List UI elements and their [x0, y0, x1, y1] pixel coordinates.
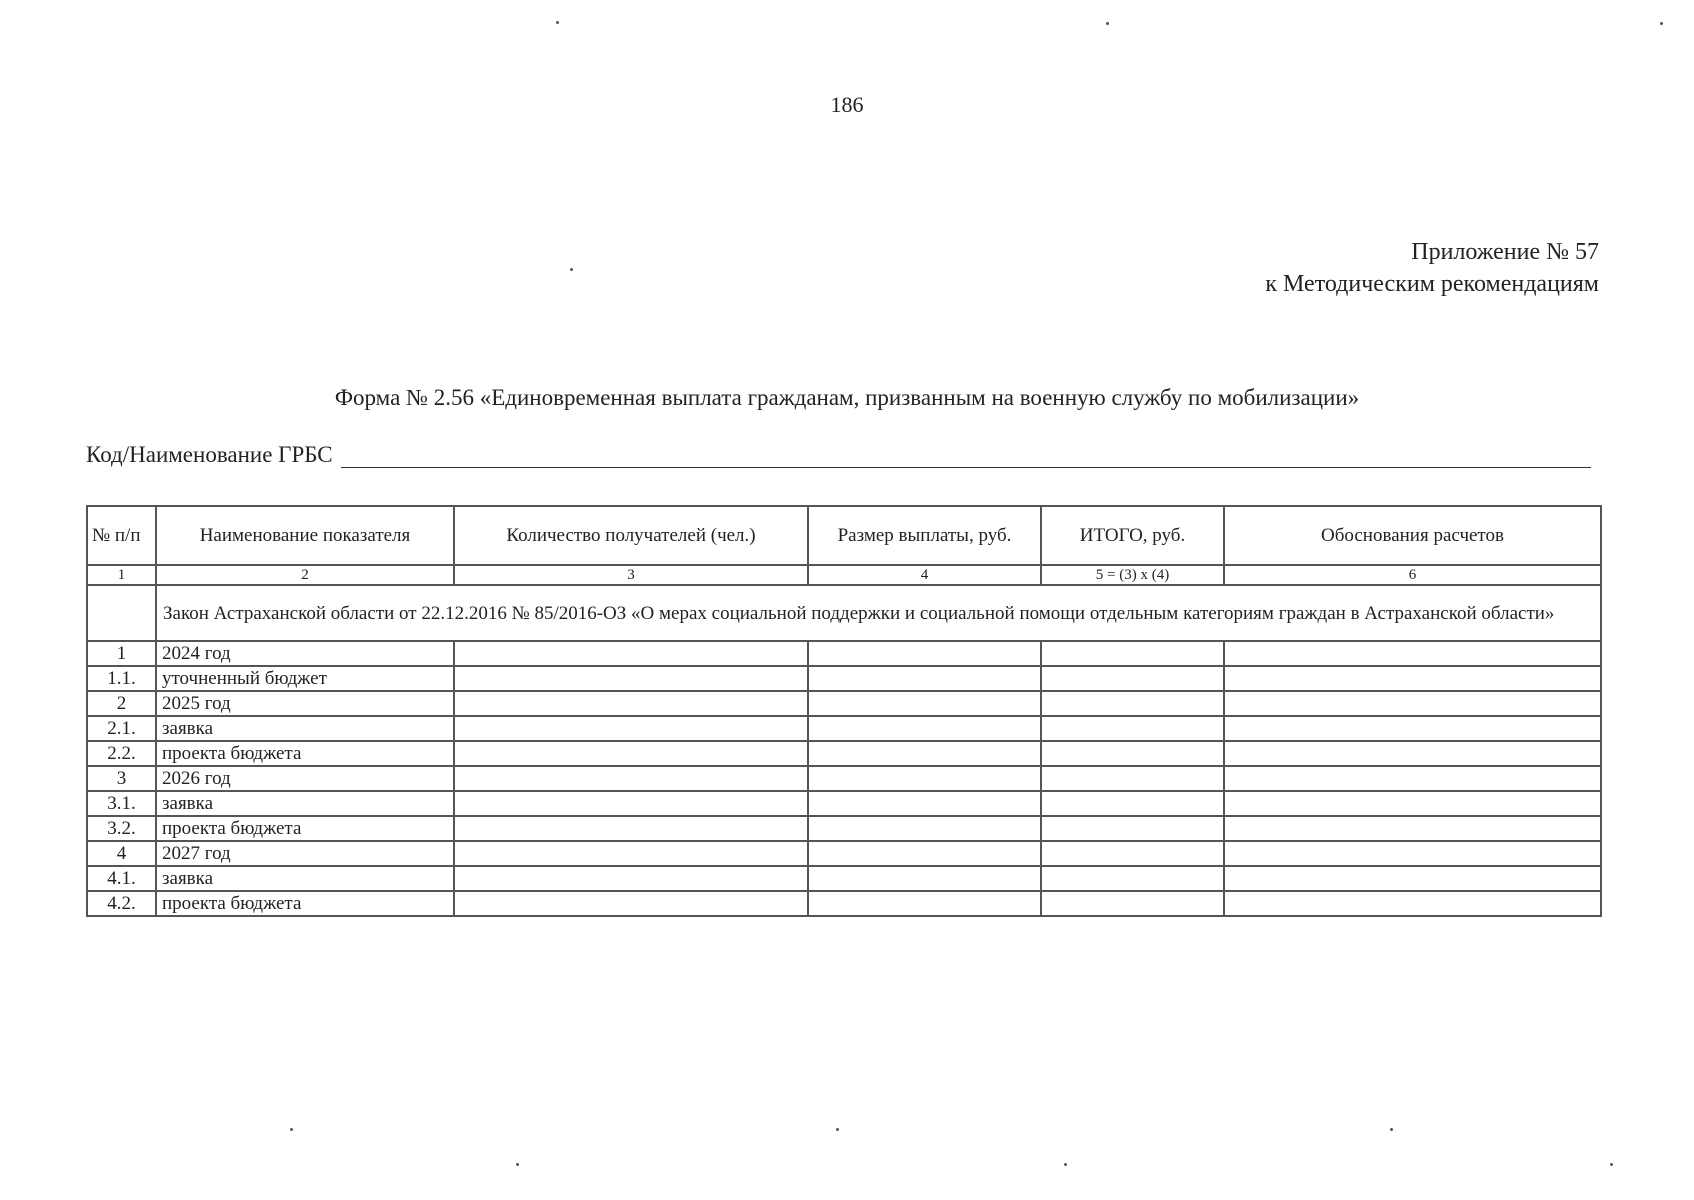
law-row	[87, 585, 1601, 641]
table-row	[87, 716, 1601, 741]
recipients-cell[interactable]	[454, 741, 808, 766]
scan-speck	[556, 21, 559, 24]
total-cell[interactable]	[1041, 716, 1224, 741]
total-cell[interactable]	[1041, 666, 1224, 691]
amount-cell[interactable]	[808, 716, 1041, 741]
scan-speck	[1660, 22, 1663, 25]
column-number: 4	[808, 565, 1041, 585]
justification-cell[interactable]	[1224, 891, 1601, 916]
row-number: 1	[87, 641, 156, 666]
column-number: 3	[454, 565, 808, 585]
form-table	[86, 505, 1602, 917]
appendix-subtitle: к Методическим рекомендациям	[1265, 271, 1599, 297]
row-number: 4	[87, 841, 156, 866]
amount-cell[interactable]	[808, 666, 1041, 691]
grbs-input-line	[341, 447, 1591, 468]
header-indicator-name: Наименование показателя	[156, 506, 454, 565]
amount-cell[interactable]	[808, 841, 1041, 866]
recipients-cell[interactable]	[454, 816, 808, 841]
row-number: 3.1.	[87, 791, 156, 816]
appendix-reference	[1265, 236, 1599, 300]
total-cell[interactable]	[1041, 791, 1224, 816]
justification-cell[interactable]	[1224, 841, 1601, 866]
recipients-cell[interactable]	[454, 866, 808, 891]
row-name: 2025 год	[156, 691, 454, 716]
justification-cell[interactable]	[1224, 691, 1601, 716]
recipients-cell[interactable]	[454, 641, 808, 666]
amount-cell[interactable]	[808, 766, 1041, 791]
total-cell[interactable]	[1041, 766, 1224, 791]
scan-speck	[836, 1128, 839, 1131]
appendix-number: Приложение № 57	[1411, 239, 1599, 265]
row-number: 1.1.	[87, 666, 156, 691]
table-row	[87, 816, 1601, 841]
total-cell[interactable]	[1041, 891, 1224, 916]
row-number: 2.1.	[87, 716, 156, 741]
row-name: 2026 год	[156, 766, 454, 791]
table-row	[87, 691, 1601, 716]
scan-speck	[290, 1128, 293, 1131]
grbs-field	[86, 442, 1591, 468]
row-number: 4.2.	[87, 891, 156, 916]
row-name: проекта бюджета	[156, 741, 454, 766]
scan-speck	[1610, 1163, 1613, 1166]
column-number: 6	[1224, 565, 1601, 585]
table-header-row	[87, 506, 1601, 565]
scan-speck	[1064, 1163, 1067, 1166]
row-name: уточненный бюджет	[156, 666, 454, 691]
justification-cell[interactable]	[1224, 741, 1601, 766]
justification-cell[interactable]	[1224, 716, 1601, 741]
amount-cell[interactable]	[808, 691, 1041, 716]
page-number: 186	[830, 92, 864, 117]
table-row	[87, 791, 1601, 816]
row-name: заявка	[156, 866, 454, 891]
law-row-number-cell	[87, 585, 156, 641]
total-cell[interactable]	[1041, 816, 1224, 841]
scan-speck	[570, 268, 573, 271]
row-name: 2024 год	[156, 641, 454, 666]
table-row	[87, 891, 1601, 916]
amount-cell[interactable]	[808, 891, 1041, 916]
column-number: 1	[87, 565, 156, 585]
table-row	[87, 841, 1601, 866]
justification-cell[interactable]	[1224, 816, 1601, 841]
justification-cell[interactable]	[1224, 766, 1601, 791]
recipients-cell[interactable]	[454, 691, 808, 716]
row-number: 4.1.	[87, 866, 156, 891]
amount-cell[interactable]	[808, 741, 1041, 766]
recipients-cell[interactable]	[454, 841, 808, 866]
table-row	[87, 641, 1601, 666]
amount-cell[interactable]	[808, 641, 1041, 666]
header-total: ИТОГО, руб.	[1041, 506, 1224, 565]
grbs-label: Код/Наименование ГРБС	[86, 442, 333, 467]
total-cell[interactable]	[1041, 841, 1224, 866]
table-row	[87, 766, 1601, 791]
header-recipients-count: Количество получателей (чел.)	[454, 506, 808, 565]
column-number-row	[87, 565, 1601, 585]
row-name: 2027 год	[156, 841, 454, 866]
table-row	[87, 666, 1601, 691]
column-number: 5 = (3) х (4)	[1041, 565, 1224, 585]
total-cell[interactable]	[1041, 691, 1224, 716]
justification-cell[interactable]	[1224, 666, 1601, 691]
row-number: 2.2.	[87, 741, 156, 766]
row-name: проекта бюджета	[156, 891, 454, 916]
amount-cell[interactable]	[808, 816, 1041, 841]
amount-cell[interactable]	[808, 866, 1041, 891]
row-number: 3	[87, 766, 156, 791]
recipients-cell[interactable]	[454, 666, 808, 691]
justification-cell[interactable]	[1224, 641, 1601, 666]
justification-cell[interactable]	[1224, 866, 1601, 891]
recipients-cell[interactable]	[454, 791, 808, 816]
scan-speck	[1390, 1128, 1393, 1131]
row-name: проекта бюджета	[156, 816, 454, 841]
justification-cell[interactable]	[1224, 791, 1601, 816]
row-number: 3.2.	[87, 816, 156, 841]
recipients-cell[interactable]	[454, 891, 808, 916]
scan-speck	[1106, 22, 1109, 25]
row-name: заявка	[156, 716, 454, 741]
total-cell[interactable]	[1041, 866, 1224, 891]
header-payment-amount: Размер выплаты, руб.	[808, 506, 1041, 565]
scan-speck	[516, 1163, 519, 1166]
form-title: Форма № 2.56 «Единовременная выплата гражданам, призванным на военную службу по мобилизации»	[334, 385, 1360, 410]
header-number: № п/п	[87, 506, 156, 565]
table-row	[87, 741, 1601, 766]
total-cell[interactable]	[1041, 641, 1224, 666]
total-cell[interactable]	[1041, 741, 1224, 766]
row-number: 2	[87, 691, 156, 716]
amount-cell[interactable]	[808, 791, 1041, 816]
column-number: 2	[156, 565, 454, 585]
recipients-cell[interactable]	[454, 766, 808, 791]
row-name: заявка	[156, 791, 454, 816]
recipients-cell[interactable]	[454, 716, 808, 741]
header-justification: Обоснования расчетов	[1224, 506, 1601, 565]
table-row	[87, 866, 1601, 891]
law-title: Закон Астраханской области от 22.12.2016 № 85/2016-ОЗ «О мерах социальной поддержки и социальной помощи отдельным категориям граждан в Астраханской области»	[156, 585, 1601, 641]
